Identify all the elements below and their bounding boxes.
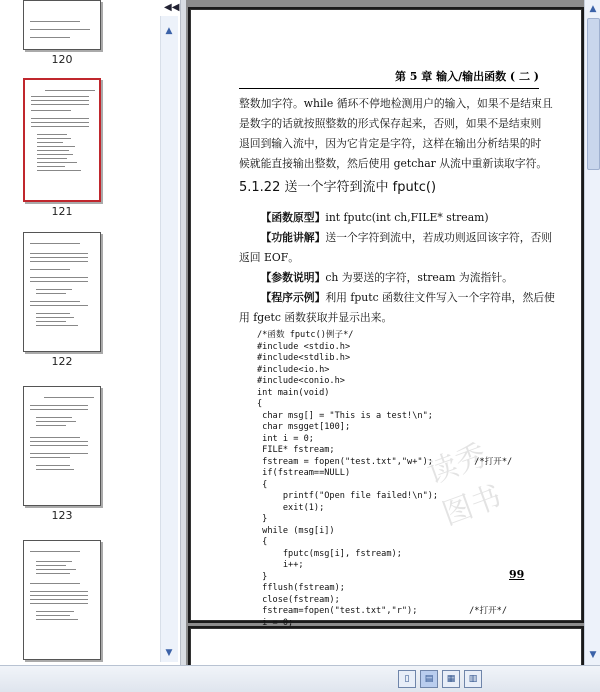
function-text: 送一个字符到流中，若成功则返回该字符，否则 <box>325 231 553 244</box>
bottom-toolbar <box>0 665 600 692</box>
code-line: #include<stdlib.h> <box>257 353 351 363</box>
code-line: { <box>257 537 268 547</box>
scroll-down-icon[interactable]: ▼ <box>165 648 173 658</box>
code-line: { <box>257 479 268 490</box>
code-line: printf("Open file failed!\n"); <box>257 491 439 501</box>
thumbnail-image[interactable] <box>23 0 101 50</box>
code-line: fstream = fopen("test.txt","w+"); /*打开*/ <box>257 456 513 467</box>
facing-pages-icon[interactable]: ▦ <box>442 670 460 688</box>
code-line: #include <stdio.h> <box>257 341 351 352</box>
prototype-text: int fputc(int ch,FILE* stream) <box>325 211 489 224</box>
param-line <box>239 268 559 288</box>
document-scrollbar[interactable] <box>584 0 600 665</box>
page-header: 第 5 章 输入/输出函数 ( 二 ) <box>239 68 539 89</box>
code-line: if(fstream==NULL) <box>257 468 351 478</box>
code-line: char msgget[100]; <box>257 422 351 432</box>
param-label: 【参数说明】 <box>260 271 326 284</box>
code-line: while (msg[i]) <box>257 525 335 536</box>
thumbnail-page-121[interactable] <box>23 78 101 218</box>
single-page-icon[interactable]: ▯ <box>398 670 416 688</box>
code-line: } <box>257 571 268 582</box>
scroll-up-icon[interactable]: ▲ <box>165 26 173 36</box>
code-line: } <box>257 514 268 524</box>
code-line: #include<io.h> <box>257 364 330 375</box>
code-line: fputc(msg[i], fstream); <box>257 548 402 559</box>
example-text: 利用 fputc 函数往文件写入一个字符串，然后使 <box>325 291 555 304</box>
param-text: ch 为要送的字符，stream 为流指针。 <box>325 271 513 284</box>
code-line: int i = 0; <box>257 433 314 444</box>
paragraph-line: 是数字的话就按照整数的形式保存起来，否则，如果不是结束则 <box>239 117 542 130</box>
function-line-cont: 返回 EOF。 <box>239 251 300 264</box>
thumbnail-image[interactable] <box>23 386 101 506</box>
thumbnail-image-selected[interactable] <box>23 78 101 202</box>
thumbnail-label: 123 <box>51 509 73 522</box>
thumbnail-page-124[interactable] <box>23 540 101 660</box>
document-page <box>190 9 582 628</box>
code-line: /*函数 fputc()例子*/ <box>257 330 354 340</box>
next-document-page <box>190 628 582 665</box>
code-line: i = 0; <box>257 617 294 628</box>
scroll-up-icon[interactable]: ▲ <box>589 4 597 14</box>
sidebar-scrollbar[interactable] <box>160 16 178 662</box>
code-line: int main(void) <box>257 387 330 398</box>
thumbnail-label: 121 <box>51 205 73 218</box>
code-line: char msg[] = "This is a test!\n"; <box>257 410 433 421</box>
continuous-page-icon[interactable]: ▤ <box>420 670 438 688</box>
section-heading: 5.1.22 送一个字符到流中 fputc() <box>239 180 437 195</box>
thumbnail-page-122[interactable] <box>23 232 101 368</box>
thumbnail-label: 120 <box>51 53 73 66</box>
thumbnail-image[interactable] <box>23 232 101 352</box>
scrollbar-thumb[interactable] <box>587 18 600 170</box>
page-number: 99 <box>509 568 525 581</box>
example-label: 【程序示例】 <box>260 291 326 304</box>
paragraph-line: 退回到输入流中，因为它肯定是字符，这样在输出分析结果的时 <box>239 137 542 150</box>
code-line: exit(1); <box>257 502 325 513</box>
scroll-down-icon[interactable]: ▼ <box>589 650 597 660</box>
code-line: fstream=fopen("test.txt","r"); /*打开*/ <box>257 606 508 616</box>
thumbnail-label: 122 <box>51 355 73 368</box>
continuous-facing-icon[interactable]: ▥ <box>464 670 482 688</box>
example-line <box>239 288 559 308</box>
function-line <box>239 228 559 248</box>
prototype-label: 【函数原型】 <box>260 211 326 224</box>
thumbnail-image[interactable] <box>23 540 101 660</box>
paragraph-line: 候就能直接输出整数，然后使用 getchar 从流中重新读取字符。 <box>239 157 548 170</box>
code-line: close(fstream); <box>257 594 340 605</box>
code-line: FILE* fstream; <box>257 445 335 455</box>
code-line: fflush(fstream); <box>257 583 345 593</box>
document-viewer[interactable] <box>186 0 584 665</box>
thumbnail-sidebar <box>0 0 180 665</box>
thumbnail-page-120[interactable] <box>23 0 101 66</box>
code-line: i++; <box>257 560 304 570</box>
paragraph-line: 整数加字符。while 循环不停地检测用户的输入，如果不是结束且 <box>239 97 553 110</box>
code-line: { <box>257 399 263 409</box>
example-line-cont: 用 fgetc 函数获取并显示出来。 <box>239 311 393 324</box>
function-label: 【功能讲解】 <box>260 231 326 244</box>
code-line: #include<conio.h> <box>257 376 345 386</box>
thumbnail-page-123[interactable] <box>23 386 101 522</box>
prototype-line <box>239 208 559 228</box>
double-chevron-left-icon[interactable]: ◀◀ <box>164 2 180 13</box>
watermark-stamp: 读秀 图书 <box>422 437 507 533</box>
